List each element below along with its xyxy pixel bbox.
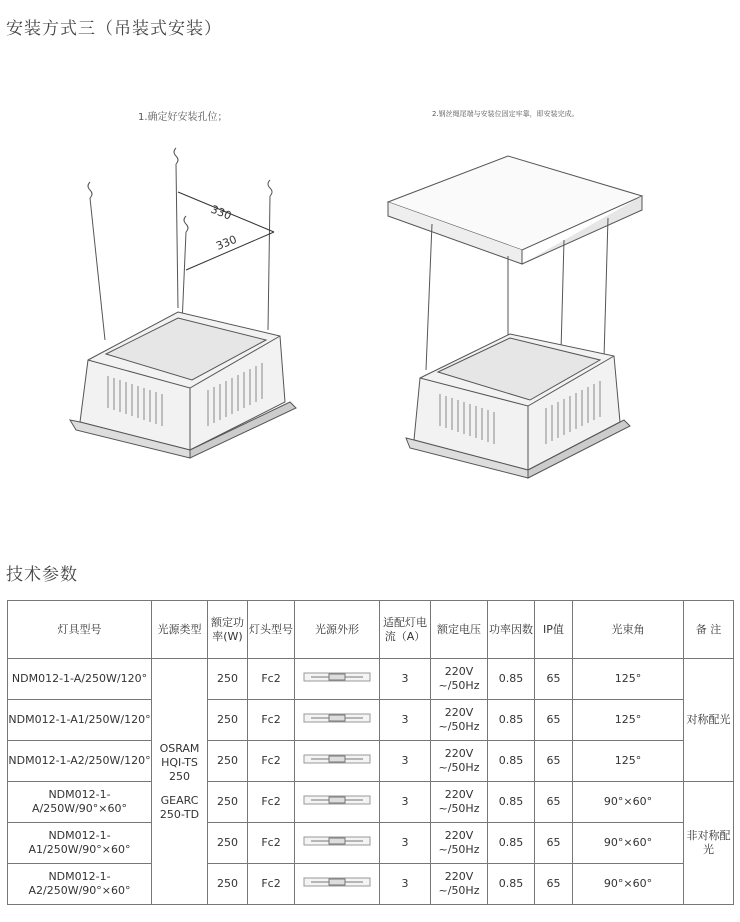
cell-beam: 125° <box>573 741 684 782</box>
lamp-shape-icon <box>303 751 371 767</box>
cell-ip: 65 <box>535 782 573 823</box>
header-ip: IP值 <box>535 601 573 659</box>
cell-lamp-shape <box>295 741 380 782</box>
hook-icon <box>184 216 188 232</box>
table-row <box>8 659 734 700</box>
table-row <box>8 741 734 782</box>
cell-current: 3 <box>380 700 431 741</box>
section-title-specs: 技术参数 <box>6 565 78 585</box>
section-title-installation: 安装方式三（吊装式安装） <box>6 19 222 39</box>
cell-ip: 65 <box>535 864 573 905</box>
cell-model: NDM012-1-A1/250W/90°×60° <box>8 823 152 864</box>
cell-base: Fc2 <box>248 823 295 864</box>
cell-voltage: 220V ~/50Hz <box>431 700 488 741</box>
cell-ip: 65 <box>535 700 573 741</box>
cell-current: 3 <box>380 864 431 905</box>
cell-beam: 90°×60° <box>573 782 684 823</box>
table-row <box>8 782 734 823</box>
hook-icon <box>174 148 178 164</box>
cell-current: 3 <box>380 823 431 864</box>
table-row <box>8 864 734 905</box>
cell-base: Fc2 <box>248 782 295 823</box>
cell-power: 250 <box>208 741 248 782</box>
hook-icon <box>268 180 272 196</box>
cell-ip: 65 <box>535 741 573 782</box>
cell-power: 250 <box>208 864 248 905</box>
cell-base: Fc2 <box>248 700 295 741</box>
cell-ip: 65 <box>535 823 573 864</box>
cell-pf: 0.85 <box>488 864 535 905</box>
cell-lamp-shape <box>295 700 380 741</box>
header-beam: 光束角 <box>573 601 684 659</box>
hook-icon <box>88 182 92 198</box>
step2-caption: 2.钢丝绳尾端与安装位固定牢靠，即安装完成。 <box>432 110 579 118</box>
lamp-shape-icon <box>303 833 371 849</box>
cell-ip: 65 <box>535 659 573 700</box>
cell-base: Fc2 <box>248 741 295 782</box>
header-model: 灯具型号 <box>8 601 152 659</box>
cell-base: Fc2 <box>248 864 295 905</box>
cell-model: NDM012-1-A/250W/90°×60° <box>8 782 152 823</box>
cell-current: 3 <box>380 741 431 782</box>
cell-model: NDM012-1-A/250W/120° <box>8 659 152 700</box>
table-row <box>8 823 734 864</box>
cell-current: 3 <box>380 659 431 700</box>
cell-power: 250 <box>208 700 248 741</box>
cell-model: NDM012-1-A1/250W/120° <box>8 700 152 741</box>
cell-model: NDM012-1-A2/250W/90°×60° <box>8 864 152 905</box>
header-pf: 功率因数 <box>488 601 535 659</box>
figure-hanging-holes <box>60 140 310 460</box>
cell-power: 250 <box>208 782 248 823</box>
header-remarks: 备 注 <box>684 601 734 659</box>
cell-remark-asymmetric: 非对称配光 <box>684 782 734 905</box>
cell-lamp-shape <box>295 659 380 700</box>
cell-beam: 125° <box>573 659 684 700</box>
cell-voltage: 220V ~/50Hz <box>431 659 488 700</box>
cell-pf: 0.85 <box>488 782 535 823</box>
cell-beam: 125° <box>573 700 684 741</box>
lamp-shape-icon <box>303 874 371 890</box>
header-base: 灯头型号 <box>248 601 295 659</box>
cell-pf: 0.85 <box>488 741 535 782</box>
header-current: 适配灯电流（A） <box>380 601 431 659</box>
dimension-label-1: 330 <box>208 202 234 223</box>
spec-table <box>7 600 734 905</box>
cell-base: Fc2 <box>248 659 295 700</box>
cell-pf: 0.85 <box>488 823 535 864</box>
cell-lamp-shape <box>295 823 380 864</box>
dimension-label-2: 330 <box>214 232 239 253</box>
cell-beam: 90°×60° <box>573 864 684 905</box>
cell-voltage: 220V ~/50Hz <box>431 741 488 782</box>
header-source-shape: 光源外形 <box>295 601 380 659</box>
cell-beam: 90°×60° <box>573 823 684 864</box>
cell-remark-symmetric: 对称配光 <box>684 659 734 782</box>
cell-pf: 0.85 <box>488 659 535 700</box>
cell-voltage: 220V ~/50Hz <box>431 823 488 864</box>
cell-current: 3 <box>380 782 431 823</box>
header-source-type: 光源类型 <box>152 601 208 659</box>
table-header-row <box>8 601 734 659</box>
lamp-shape-icon <box>303 669 371 685</box>
cell-power: 250 <box>208 823 248 864</box>
lamp-shape-icon <box>303 710 371 726</box>
cell-source-type <box>152 659 208 905</box>
source-type-text: OSRAM HQI-TS 250 <box>159 741 200 783</box>
cell-power: 250 <box>208 659 248 700</box>
figure-installed <box>380 148 650 488</box>
cell-voltage: 220V ~/50Hz <box>431 864 488 905</box>
cell-lamp-shape <box>295 864 380 905</box>
cell-voltage: 220V ~/50Hz <box>431 782 488 823</box>
cell-model: NDM012-1-A2/250W/120° <box>8 741 152 782</box>
step1-caption: 1.确定好安装孔位； <box>138 112 228 123</box>
cell-pf: 0.85 <box>488 700 535 741</box>
table-row <box>8 700 734 741</box>
header-power: 额定功率(W) <box>208 601 248 659</box>
header-voltage: 额定电压 <box>431 601 488 659</box>
cell-lamp-shape <box>295 782 380 823</box>
lamp-shape-icon <box>303 792 371 808</box>
gear-text: GEARC 250-TD <box>159 793 200 821</box>
